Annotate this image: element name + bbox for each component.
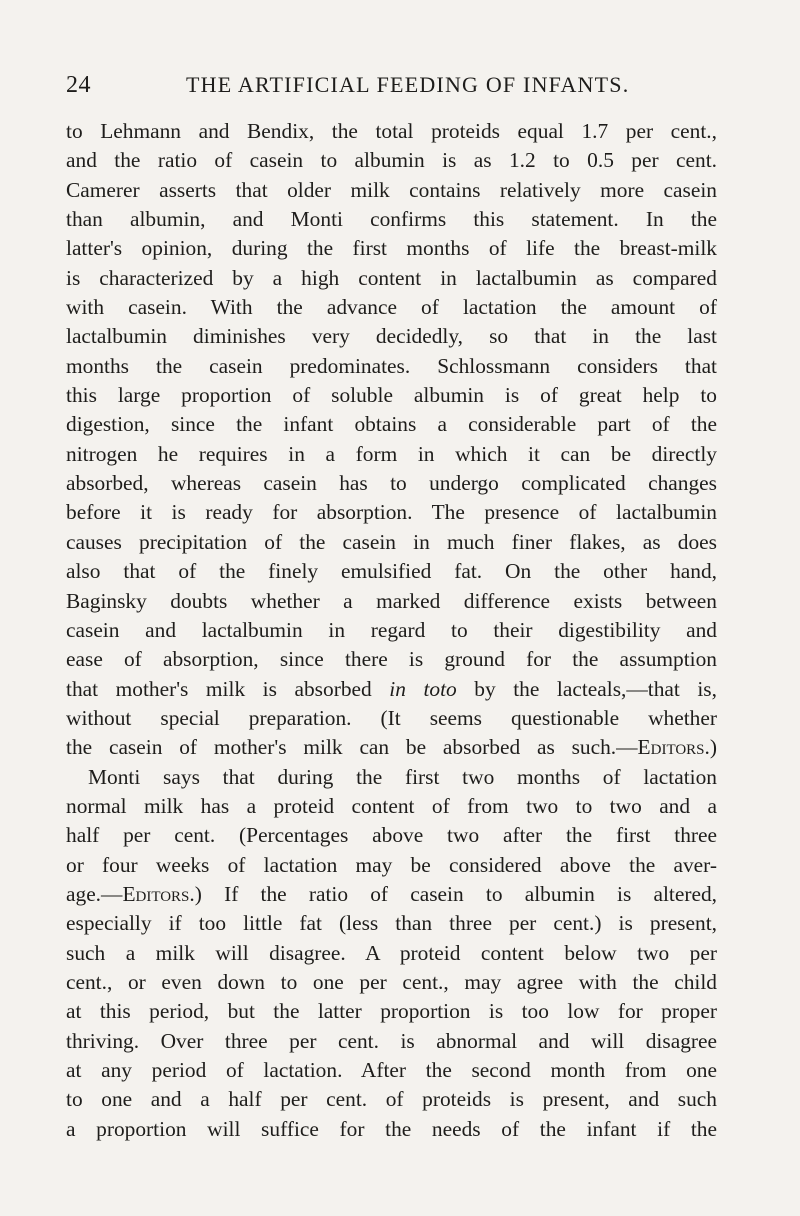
editors-mark: Editors. bbox=[637, 735, 710, 760]
text-line: to one and a half per cent. of proteids is present, and such bbox=[66, 1087, 717, 1112]
text-line: ease of absorption, since there is ground for the assumption bbox=[66, 647, 717, 672]
text-segment: ) bbox=[709, 735, 717, 760]
page-header bbox=[66, 72, 716, 102]
text-line: lactalbumin diminishes very decidedly, so that in the last bbox=[66, 324, 717, 349]
text-line: absorbed, whereas casein has to undergo complicated changes bbox=[66, 471, 717, 496]
text-line-editors bbox=[66, 733, 717, 762]
paragraph-start-line: Monti says that during the first two months of lactation bbox=[88, 764, 717, 789]
text-line: with casein. With the advance of lactation the amount of bbox=[66, 295, 717, 320]
text-line-editors bbox=[66, 880, 717, 909]
body-text bbox=[66, 117, 717, 1144]
text-line: this large proportion of soluble albumin is of great help to bbox=[66, 383, 717, 408]
text-segment: the casein of mother's milk can be absorbed as such.— bbox=[66, 735, 638, 760]
text-line: than albumin, and Monti confirms this statement. In the bbox=[66, 207, 717, 232]
text-line: causes precipitation of the casein in much finer flakes, as does bbox=[66, 529, 717, 554]
text-line: at this period, but the latter proportion is too low for proper bbox=[66, 999, 717, 1024]
text-line: Baginsky doubts whether a marked difference exists between bbox=[66, 588, 717, 613]
text-line: casein and lactalbumin in regard to their digestibility and bbox=[66, 617, 717, 642]
text-line-italic bbox=[66, 675, 717, 704]
text-line: thriving. Over three per cent. is abnormal and will disagree bbox=[66, 1028, 717, 1053]
text-line: such a milk will disagree. A proteid content below two per bbox=[66, 940, 717, 965]
text-line: cent., or even down to one per cent., may agree with the child bbox=[66, 969, 717, 994]
text-line: and the ratio of casein to albumin is as 1.2 to 0.5 per cent. bbox=[66, 148, 717, 173]
text-line: Camerer asserts that older milk contains relatively more casein bbox=[66, 177, 717, 202]
text-line: is characterized by a high content in lactalbumin as compared bbox=[66, 265, 717, 290]
text-line: or four weeks of lactation may be considered above the aver- bbox=[66, 852, 717, 877]
text-line: normal milk has a proteid content of from two to two and a bbox=[66, 793, 717, 818]
text-segment: that mother's milk is absorbed bbox=[66, 676, 372, 701]
text-line: latter's opinion, during the first months of life the breast-milk bbox=[66, 236, 717, 261]
text-line: months the casein predominates. Schlossmann considers that bbox=[66, 353, 717, 378]
text-line: without special preparation. (It seems questionable whether bbox=[66, 705, 717, 730]
text-line: especially if too little fat (less than three per cent.) is present, bbox=[66, 911, 717, 936]
text-segment: ) If the ratio of casein to albumin is altered, bbox=[194, 881, 717, 906]
text-line: a proportion will suffice for the needs of the infant if the bbox=[66, 1116, 717, 1141]
italic-phrase: in toto bbox=[389, 676, 457, 701]
editors-mark: Editors. bbox=[122, 881, 195, 906]
text-line: also that of the finely emulsified fat. On the other hand, bbox=[66, 559, 717, 584]
running-title: THE ARTIFICIAL FEEDING OF INFANTS. bbox=[186, 72, 630, 97]
text-line: digestion, since the infant obtains a considerable part of the bbox=[66, 412, 717, 437]
text-line: before it is ready for absorption. The presence of lactalbumin bbox=[66, 500, 717, 525]
page-number: 24 bbox=[66, 72, 91, 98]
text-segment: by the lacteals,—that is, bbox=[474, 676, 717, 701]
text-line: nitrogen he requires in a form in which it can be directly bbox=[66, 441, 717, 466]
text-line: to Lehmann and Bendix, the total proteids equal 1.7 per cent., bbox=[66, 119, 717, 143]
text-line: half per cent. (Percentages above two after the first three bbox=[66, 823, 717, 848]
text-segment: age.— bbox=[66, 881, 123, 906]
text-line: at any period of lactation. After the second month from one bbox=[66, 1058, 717, 1082]
